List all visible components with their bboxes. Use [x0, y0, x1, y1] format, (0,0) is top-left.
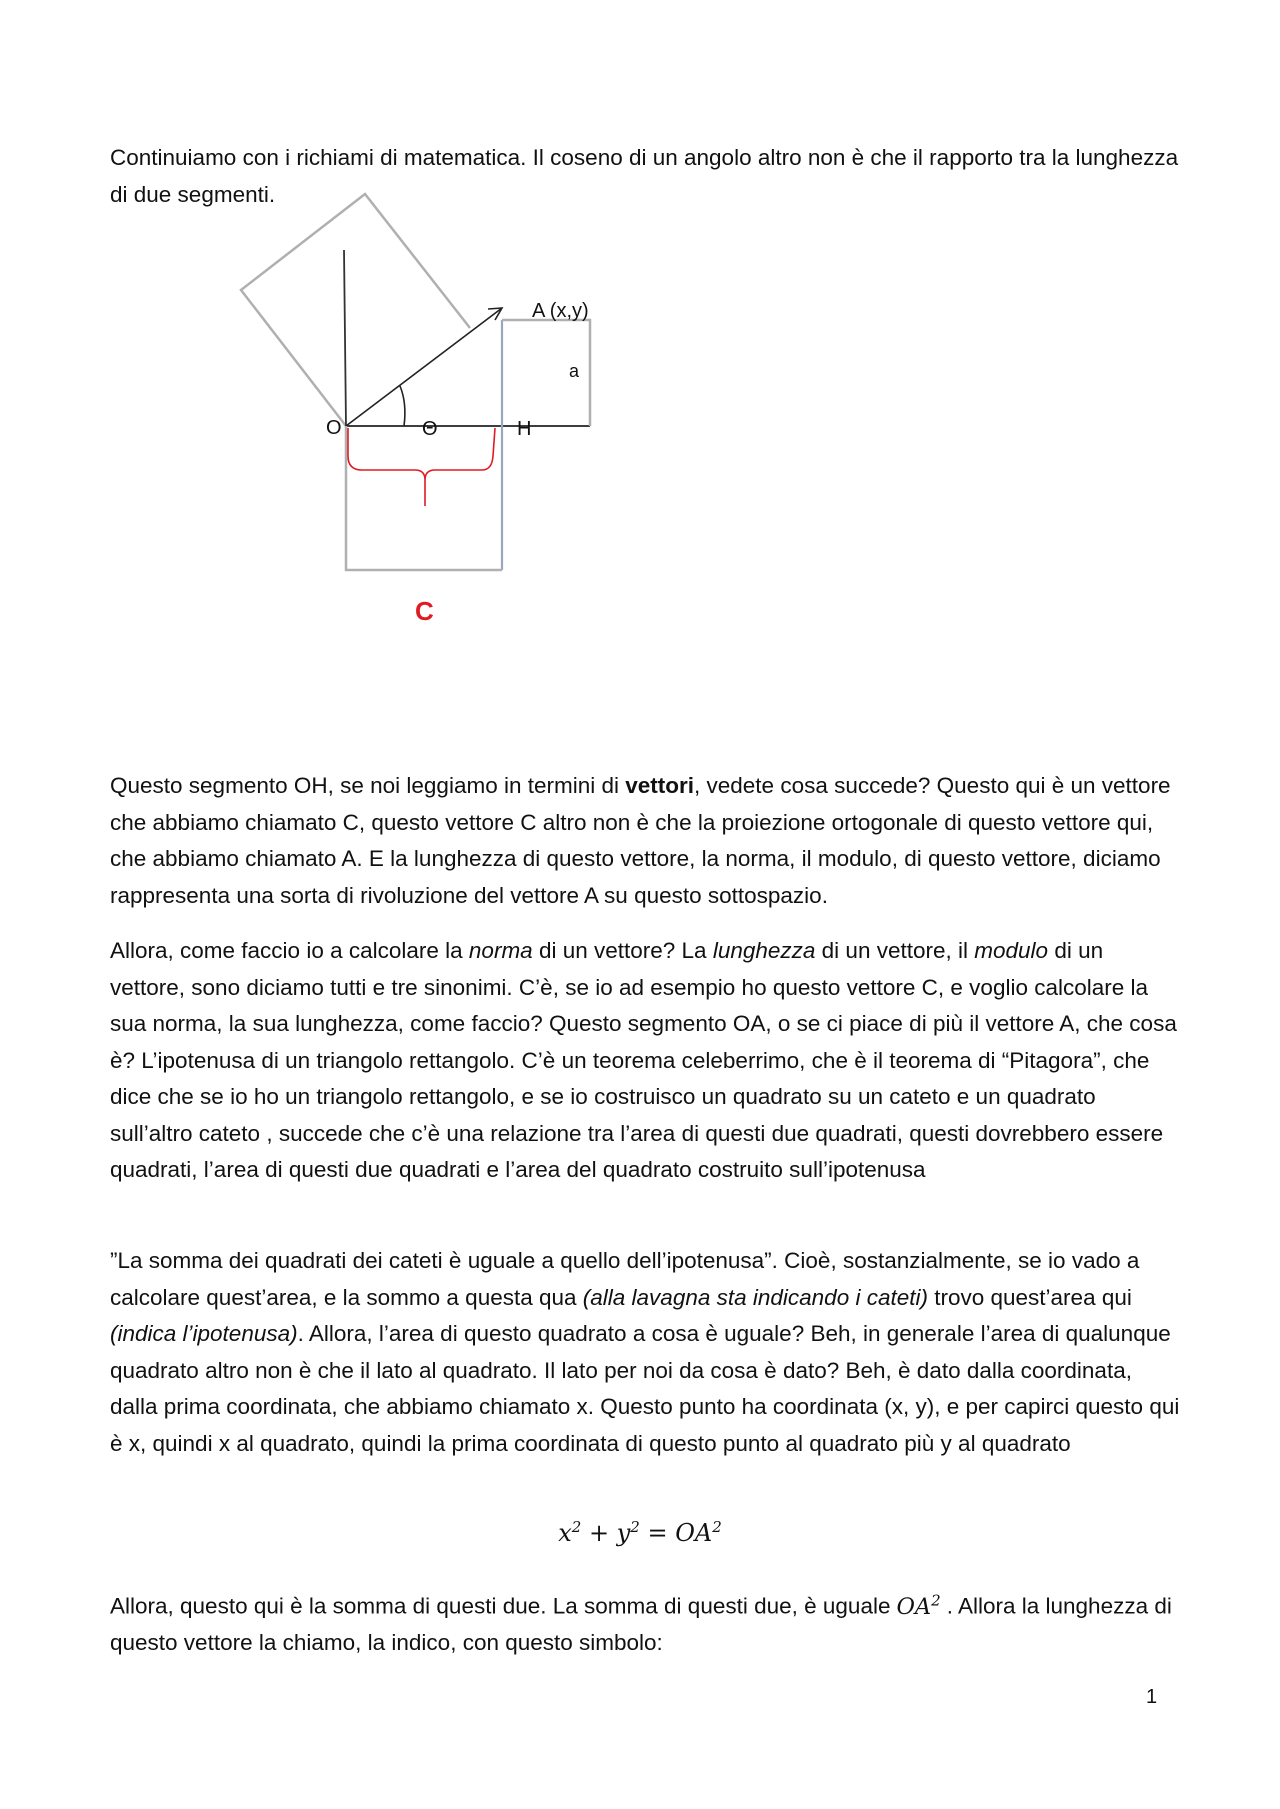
- eq-oa: OA: [675, 1519, 713, 1547]
- vertical-axis-line: [344, 250, 346, 426]
- p3-italic-note-2: (indica l’ipotenusa): [110, 1321, 298, 1346]
- p2-italic-lunghezza: lunghezza: [712, 938, 816, 963]
- p2-italic-norma: norma: [468, 938, 533, 963]
- p2-text-4: di un vettore, sono diciamo tutti e tre sinonimi. C’è, se io ad esempio ho questo vettore C, e voglio calcolare la sua norma, la sua lunghezza, come faccio? Questo segmento OA, o se ci piace di più il vettore A, che cosa è? L’ipotenusa di un triangolo rettangolo. C’è un teorema celeberrimo, che è il teorema di “Pitagora”, che dice che se io ho un triangolo rettangolo, e se io costruisco un quadrato su un cateto e un quadrato sull’altro cateto , succede che c’è una relazione tra l’area di questi due quadrati, questi dovrebbero essere quadrati, l’area di questi due quadrati e l’area del quadrato costruito sull’ipotenusa: [110, 938, 1177, 1182]
- p2-text-3: di un vettore, il: [815, 938, 975, 963]
- eq-y: y: [616, 1519, 631, 1547]
- paragraph-pythagoras: [110, 1243, 1180, 1462]
- eq-exp-3: 2: [712, 1518, 722, 1536]
- p3-italic-note-1: (alla lavagna sta indicando i cateti): [582, 1284, 928, 1310]
- p3-text-2: trovo quest’area qui: [927, 1284, 1132, 1310]
- label-point-h: H: [517, 418, 532, 440]
- p4-inline-math: [896, 1591, 941, 1620]
- p2-text-1: Allora, come faccio io a calcolare la: [110, 938, 469, 963]
- label-theta: Θ: [422, 418, 438, 440]
- theta-angle-arc: [400, 386, 405, 426]
- p2-text-2: di un vettore? La: [532, 938, 713, 963]
- label-small-a: a: [569, 361, 580, 381]
- eq-x: x: [558, 1519, 572, 1547]
- eq-exp-1: 2: [571, 1518, 582, 1536]
- p4-math-oa: OA: [896, 1593, 932, 1620]
- label-vector-c: C: [415, 596, 434, 626]
- label-origin-o: O: [326, 417, 342, 439]
- pythagoras-figure: [230, 220, 630, 670]
- label-point-a: A (x,y): [532, 300, 589, 322]
- p2-italic-modulo: modulo: [974, 938, 1049, 963]
- eq-plus: +: [581, 1519, 617, 1547]
- p1-text-2: , vedete cosa succede? Questo qui è un vettore che abbiamo chiamato C, questo vettore C altro non è che la proiezione ortogonale di questo vettore qui, che abbiamo chiamato A. E la lunghezza di questo vettore, la norma, il modulo, di questo vettore, diciamo rappresenta una sorta di rivoluzione del vettore A su questo sottospazio.: [110, 773, 1171, 908]
- p4-math-exp: 2: [931, 1591, 941, 1609]
- vector-oa-arrow: [346, 308, 502, 426]
- page-number: 1: [1146, 1686, 1158, 1708]
- p4-text-2: . Allora la lunghezza di questo vettore la chiamo, la indico, con questo simbolo:: [110, 1593, 1172, 1655]
- p4-text-1: Allora, questo qui è la somma di questi due. La somma di questi due, è uguale: [110, 1593, 891, 1619]
- paragraph-norm: [110, 933, 1180, 1189]
- cathetus-square-bottom: [346, 426, 502, 570]
- paragraph-vectors: [110, 768, 1180, 914]
- hypotenuse-square: [241, 194, 470, 426]
- p1-text-1: Questo segmento OH, se noi leggiamo in termini di: [110, 773, 626, 798]
- eq-exp-2: 2: [630, 1518, 640, 1536]
- intro-paragraph: Continuiamo con i richiami di matematica. Il coseno di un angolo altro non è che il rapporto tra la lunghezza di due segmenti.: [110, 145, 1179, 207]
- p3-text-1: ”La somma dei quadrati dei cateti è uguale a quello dell’ipotenusa”. Cioè, sostanzialmente, se io vado a calcolare quest’area, e la sommo a questa qua: [110, 1248, 1140, 1310]
- paragraph-conclusion: [110, 1582, 1180, 1662]
- pythagoras-equation: [0, 1518, 1280, 1547]
- eq-equals: =: [639, 1519, 676, 1547]
- p1-bold-vettori: vettori: [625, 773, 695, 798]
- p3-text-3: . Allora, l’area di questo quadrato a cosa è uguale? Beh, in generale l’area di qualunque quadrato altro non è che il lato al quadrato. Il lato per noi da cosa è dato? Beh, è dato dalla coordinata, dalla prima coordinata, che abbiamo chiamato x. Questo punto ha coordinata (x, y), e per capirci questo qui è x, quindi x al quadrato, quindi la prima coordinata di questo punto al quadrato più y al quadrato: [110, 1321, 1180, 1456]
